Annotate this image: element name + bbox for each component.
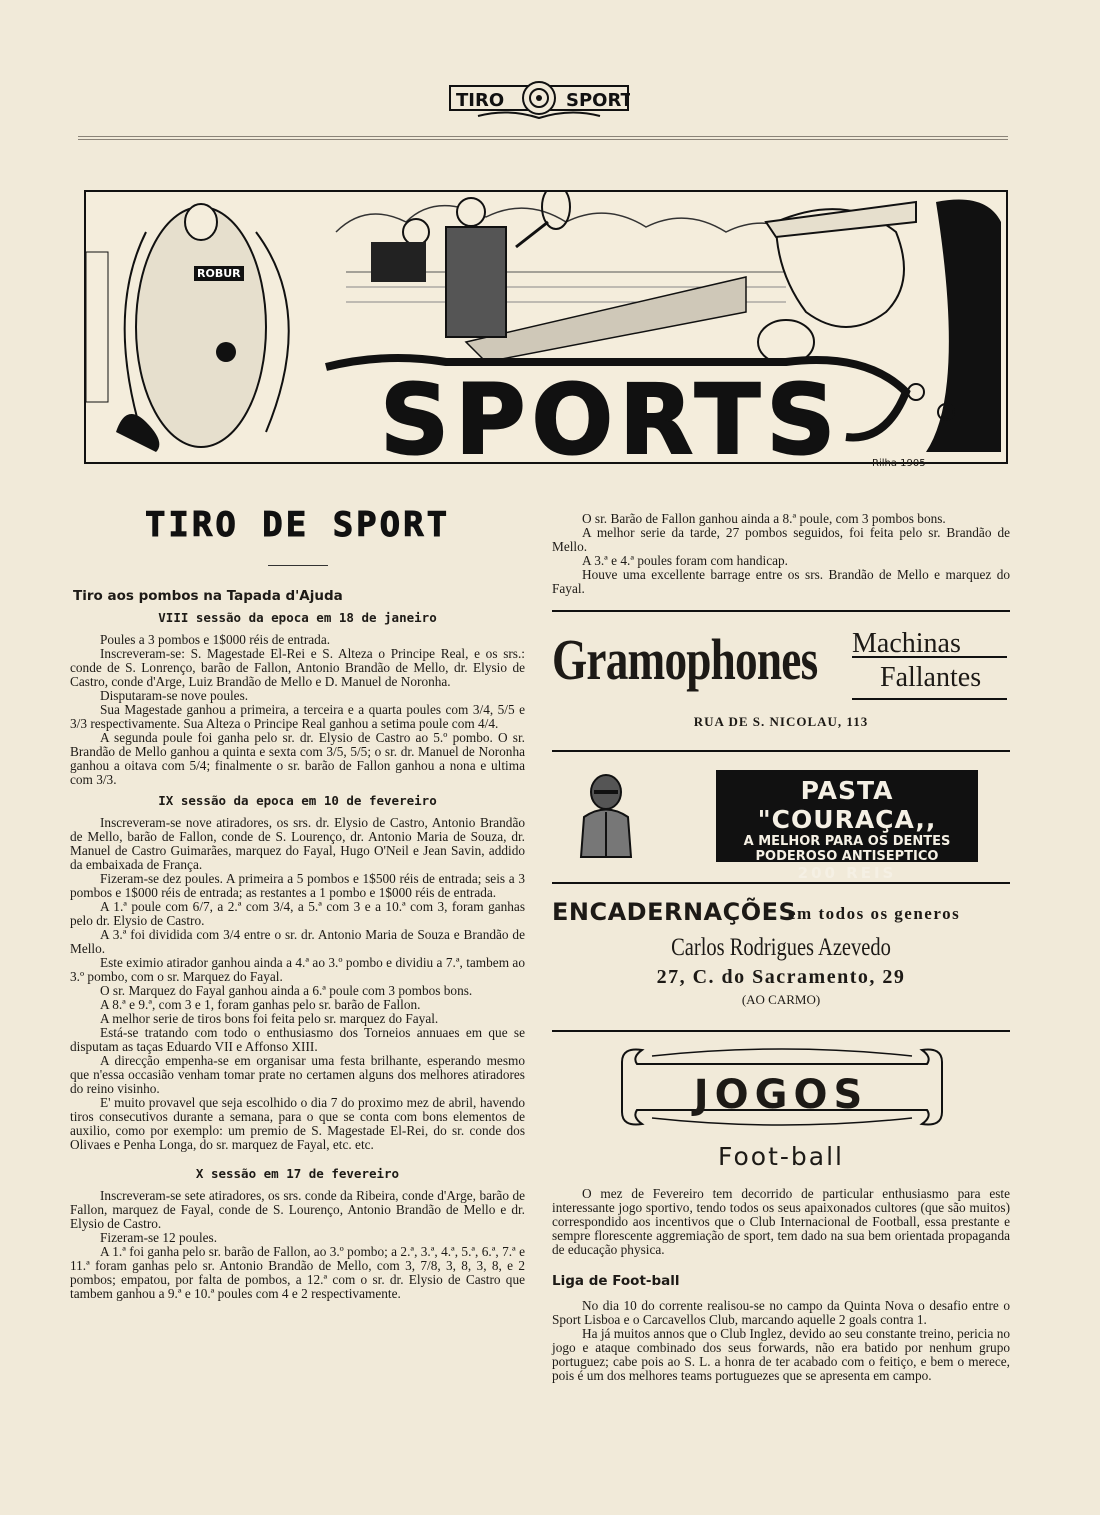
paragraph: O mez de Fevereiro tem decorrido de particular enthusiasmo para este interessante jogo sportivo, tendo todos os seus apaixonados cultores (que são muitos) correspondido aos incentivos que o Club Internacional de Football, essa prestante e sempre florescente aggremiação de sport, tem dado na sua bem orientada propaganda de educação physica. — [552, 1186, 1010, 1257]
encadernacoes-location: (AO CARMO) — [741, 992, 821, 1007]
paragraph: A melhor serie da tarde, 27 pombos seguidos, foi feita pelo sr. Brandão de Mello. — [552, 525, 1010, 554]
pasta-couraca-advert — [552, 762, 1010, 882]
paragraph: A direcção empenha-se em organisar uma festa brilhante, esperando mesmo que n'essa occasião venham tomar prate no certamen alguns dos melhores atiradores do reino visinho. — [70, 1053, 525, 1096]
gramophones-address: RUA DE S. NICOLAU, 113 — [693, 714, 869, 729]
paragraph: O sr. Marquez do Fayal ganhou ainda a 6.ª poule com 3 pombos bons. — [100, 983, 473, 998]
paragraph: A 1.ª poule com 6/7, a 2.ª com 3/4, a 5.ª com 3 e a 10.ª com 3, foram ganhas pelo dr. Elysio de Castro. — [70, 899, 525, 928]
gramophones-advert — [552, 622, 1010, 740]
paragraph: No dia 10 do corrente realisou-se no campo da Quinta Nova o desafio entre o Sport Lisboa e o Carcavellos Club, marcando aquelle 2 goals contra 1. — [552, 1298, 1010, 1327]
session-heading: X sessão em 17 de fevereiro — [195, 1166, 400, 1181]
paragraph: A 3.ª e 4.ª poules foram com handicap. — [582, 553, 788, 568]
encadernacoes-advert — [552, 894, 1010, 1014]
pasta-line: A MELHOR PARA OS DENTES — [743, 834, 951, 849]
ad-divider — [552, 610, 1010, 612]
paragraph: Ha já muitos annos que o Club Inglez, devido ao seu constante treino, pericia no jogo e ataque combinado dos seus forwards, não era batido por nenhum grupo portuguez; cabe pois ao S. L. a honra de ter acabado com o feitiço, e bem o merece, pois é um dos melhores teams portuguezes que se apresenta em campo. — [552, 1326, 1010, 1383]
masthead-logo-text: TIRO — [456, 90, 505, 111]
paragraph: Disputaram-se nove poules. — [100, 688, 249, 703]
robur-plate: ROBUR — [194, 266, 244, 281]
right-column — [552, 512, 1010, 1383]
paragraph: A melhor serie de tiros bons foi feita pelo sr. marquez do Fayal. — [100, 1011, 439, 1026]
paragraph: Inscreveram-se: S. Magestade El-Rei e S. Alteza o Principe Real, e os srs.: conde de S. Lonrenço, barão de Fallon, Antonio Brandão de Mello, dr. Elysio de Castro, conde d'Arge, Luiz Brandão de Mello e D. Manuel de Noronha. — [70, 646, 525, 689]
title-divider — [268, 565, 328, 566]
fallantes-text: Fallantes — [880, 662, 982, 693]
divider — [852, 656, 1007, 658]
encadernacoes-heading: ENCADERNAÇÕES — [552, 898, 797, 926]
paragraph: O sr. Barão de Fallon ganhou ainda a 8.ª poule, com 3 pombos bons. — [582, 511, 946, 526]
knight-armor-icon — [576, 772, 636, 862]
paragraph: A 3.ª foi dividida com 3/4 entre o sr. dr. Antonio Maria de Souza e Brandão de Mello. — [70, 927, 525, 956]
session-heading: VIII sessão da epoca em 18 de janeiro — [158, 610, 437, 625]
divider — [852, 698, 1007, 700]
session-heading: IX sessão da epoca em 10 de fevereiro — [158, 793, 437, 808]
gramophones-heading: Gramophones — [552, 627, 818, 692]
paragraph: A segunda poule foi ganha pelo sr. dr. Elysio de Castro ao 5.º pombo. O sr. Brandão de Mello ganhou a quinta e sexta com 3/5, 5/5; o sr. dr. Manuel de Noronha ganhou a oitava com 5/4; finalmente o sr. barão de Fallon ganhou a nona e ultima com 3/3. — [70, 730, 525, 787]
pasta-price: 200 REIS — [797, 864, 897, 882]
paragraph: Poules a 3 pombos e 1$000 réis de entrada. — [100, 632, 331, 647]
paragraph: Está-se tratando com todo o enthusiasmo dos Torneios annuaes em que se disputam as taças Eduardo VII e Affonso XIII. — [70, 1025, 525, 1054]
paragraph: Fizeram-se 12 poules. — [100, 1230, 218, 1245]
pasta-title: PASTA "COURAÇA,, — [757, 776, 937, 834]
football-title: Foot-ball — [718, 1142, 844, 1171]
banner-credit: Rilha 1905 — [872, 458, 926, 469]
ad-divider — [552, 882, 1010, 884]
encadernacoes-subtext: em todos os generos — [788, 904, 961, 923]
paragraph: Inscreveram-se sete atiradores, os srs. conde da Ribeira, conde d'Arge, barão de Fallon, marquez de Fayal, conde de S. Lourenço, Antonio Brandão de Mello e dr. Elysio de Castro. — [70, 1188, 525, 1231]
banner-title: SPORTS — [380, 364, 842, 476]
jogos-title: JOGOS — [693, 1072, 869, 1118]
encadernacoes-address: 27, C. do Sacramento, 29 — [656, 966, 906, 988]
paragraph: Houve uma excellente barrage entre os srs. Brandão de Mello e marquez do Fayal. — [552, 567, 1010, 596]
svg-text:SPORT: SPORT — [566, 90, 630, 111]
paragraph: E' muito provavel que seja escolhido o dia 7 do proximo mez de abril, havendo tiros consecutivos durante a semana, para o que se conta com bons elementos de auxilio, como por exemplo: um premio de S. Magestade El-Rei, do sr. conde dos Olivaes e Penha Longa, do sr. marquez de Fayal, etc. etc. — [70, 1095, 525, 1152]
paragraph: Este eximio atirador ganhou ainda a 4.ª ao 3.º pombo e dividiu a 7.ª, tambem ao 3.º pombo, com o sr. Marquez do Fayal. — [70, 955, 525, 984]
paragraph: A 8.ª e 9.ª, com 3 e 1, foram ganhas pelo sr. barão de Fallon. — [100, 997, 421, 1012]
paragraph: Fizeram-se dez poules. A primeira a 5 pombos e 1$500 réis de entrada; seis a 3 pombos e 1$000 réis de entrada; as restantes a 1 pombo e 1$000 réis de entrada. — [70, 871, 525, 900]
encadernacoes-name: Carlos Rodrigues Azevedo — [671, 934, 891, 961]
jogos-header — [552, 1042, 1010, 1138]
article-subhead: Tiro aos pombos na Tapada d'Ajuda — [73, 588, 343, 604]
machinas-text: Machinas — [852, 628, 961, 659]
masthead-logo — [448, 78, 630, 124]
masthead-rule — [78, 136, 1008, 140]
left-column — [70, 505, 525, 1301]
pasta-couraca-box — [716, 770, 978, 882]
paragraph: A 1.ª foi ganha pelo sr. barão de Fallon, ao 3.º pombo; a 2.ª, 3.ª, 4.ª, 5.ª, 6.ª, 7.ª e 11.ª foram ganhas pelo sr. Antonio Brandão de Mello, com 3, 7/8, 3, 8, 3, 8, e 2 pombos; empatou, por falta de pombos, a 12.ª com o sr. dr. Elysio de Castro que tambem ganhou a 9.ª e 10.ª poules com 4 e 2 respectivamente. — [70, 1244, 525, 1301]
paragraph: Sua Magestade ganhou a primeira, a terceira e a quarta poules com 3/4, 5/5 e 3/3 respectivamente. Sua Alteza o Principe Real ganhou a setima poule com 4/4. — [70, 702, 525, 731]
pasta-line: PODEROSO ANTISEPTICO — [755, 849, 939, 864]
liga-heading: Liga de Foot-ball — [552, 1273, 680, 1289]
paragraph: Inscreveram-se nove atiradores, os srs. dr. Elysio de Castro, Antonio Brandão de Mello, barão de Fallon, conde de S. Lourenço, dr. Antonio Maria de Souza, dr. Manuel de Castro Guimarães, marquez do Fayal, Hugo O'Neil e Jean Savin, addido da embaixada de França. — [70, 815, 525, 872]
article-title: TIRO DE SPORT — [144, 505, 451, 545]
ad-divider — [552, 1030, 1010, 1032]
ad-divider — [552, 750, 1010, 752]
